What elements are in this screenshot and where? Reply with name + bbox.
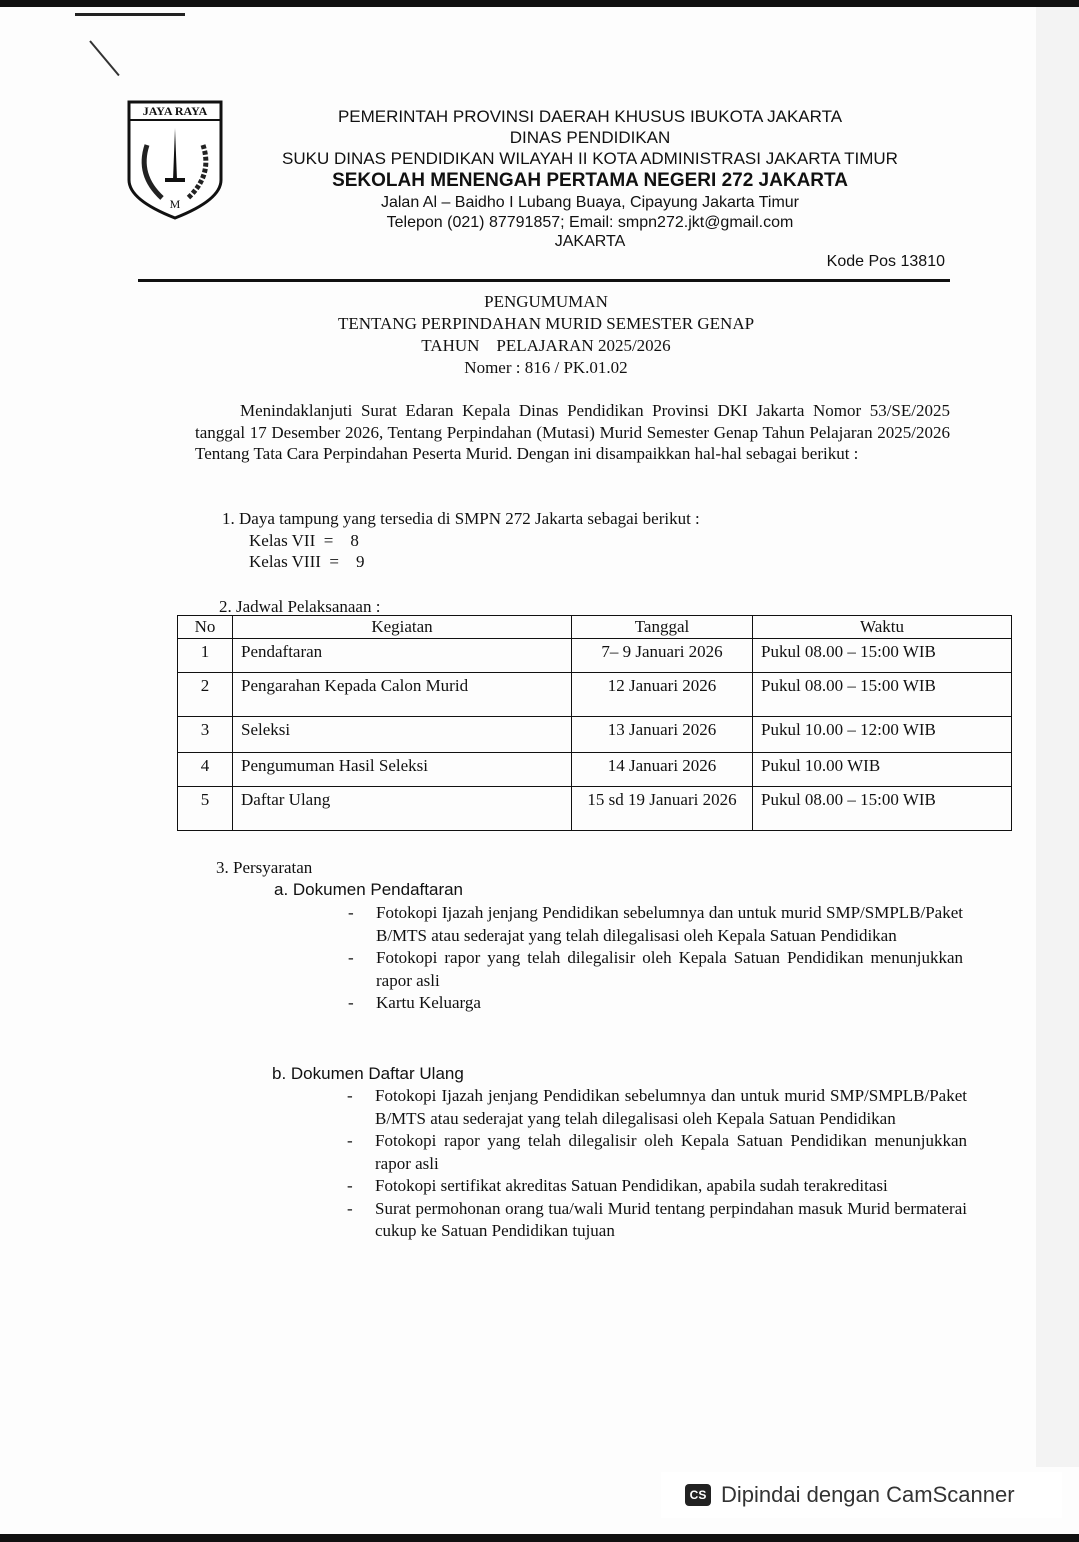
scan-border-top: [0, 0, 1079, 7]
item-text: Surat permohonan orang tua/wali Murid tentang perpindahan masuk Murid bermaterai cukup ke Satuan Pendidikan tujuan: [375, 1198, 967, 1240]
list-item: - Fotokopi rapor yang telah dilegalisir oleh Kepala Satuan Pendidikan menunjukkan rapor asli: [347, 1131, 967, 1173]
item-text: Fotokopi Ijazah jenjang Pendidikan sebelumnya dan untuk murid SMP/SMPLB/Paket B/MTS atau sederajat yang telah dilegalisasi oleh Kepala Satuan Pendidikan: [375, 1086, 967, 1128]
table-row: [178, 673, 1012, 717]
col-header: Kegiatan: [233, 616, 572, 639]
intro-paragraph: Menindaklanjuti Surat Edaran Kepala Dinas Pendidikan Provinsi DKI Jakarta Nomor 53/SE/2025 tanggal 17 Desember 2026, Tentang Perpindahan (Mutasi) Murid Semester Genap Tahun Pelajaran 2025/2026 Tentang Tata Cara Perpindahan Peserta Murid. Dengan ini disampaikkan hal-hal sebagai berikut :: [195, 401, 950, 463]
cell-activity: Daftar Ulang: [233, 787, 572, 831]
scan-edge: [1036, 7, 1079, 1467]
list-item: - Surat permohonan orang tua/wali Murid tentang perpindahan masuk Murid bermaterai cukup ke Satuan Pendidikan tujuan: [347, 1198, 967, 1240]
table-row: [178, 639, 1012, 673]
cell-date: 14 Januari 2026: [572, 753, 753, 787]
letterhead-divider: [138, 279, 950, 282]
capacity-row: Kelas VIII = 9: [249, 552, 365, 571]
item-text: Kartu Keluarga: [376, 993, 481, 1012]
list-item: - Kartu Keluarga: [348, 993, 481, 1012]
doc-number: Nomer : 816 / PK.01.02: [464, 358, 628, 377]
section-requirements-heading: 3. Persyaratan: [216, 858, 313, 877]
cell-time: Pukul 08.00 – 15:00 WIB: [753, 787, 1012, 831]
item-text: Fotokopi Ijazah jenjang Pendidikan sebelumnya dan untuk murid SMP/SMPLB/Paket B/MTS atau sederajat yang telah dilegalisasi oleh Kepala Satuan Pendidikan: [376, 903, 963, 945]
capacity-row: Kelas VII = 8: [249, 531, 359, 550]
requirements-a-heading: a. Dokumen Pendaftaran: [274, 880, 464, 899]
list-item: - Fotokopi Ijazah jenjang Pendidikan sebelumnya dan untuk murid SMP/SMPLB/Paket B/MTS atau sederajat yang telah dilegalisasi oleh Kepala Satuan Pendidikan: [348, 903, 963, 945]
cell-no: 2: [178, 673, 233, 717]
table-row: [178, 787, 1012, 831]
list-item: - Fotokopi rapor yang telah dilegalisir oleh Kepala Satuan Pendidikan menunjukkan rapor asli: [348, 948, 963, 990]
scan-artifact-mark: [89, 40, 119, 76]
camscanner-icon: CS: [685, 1484, 711, 1506]
letterhead-address: Jalan Al – Baidho I Lubang Buaya, Cipayung Jakarta Timur: [380, 194, 800, 211]
letterhead-subagency: SUKU DINAS PENDIDIKAN WILAYAH II KOTA ADMINISTRASI JAKARTA TIMUR: [282, 149, 898, 168]
item-text: Fotokopi sertifikat akreditas Satuan Pendidikan, apabila sudah terakreditasi: [375, 1176, 888, 1195]
jakarta-emblem-logo: [127, 100, 223, 220]
cell-date: 12 Januari 2026: [572, 673, 753, 717]
svg-text:M: M: [169, 197, 181, 211]
item-text: Fotokopi rapor yang telah dilegalisir oleh Kepala Satuan Pendidikan menunjukkan rapor asli: [375, 1131, 967, 1173]
section-schedule-heading: 2. Jadwal Pelaksanaan :: [219, 597, 381, 616]
camscanner-watermark: [661, 1472, 1062, 1518]
cell-time: Pukul 08.00 – 15:00 WIB: [753, 673, 1012, 717]
cell-no: 5: [178, 787, 233, 831]
schedule-table: [177, 615, 1012, 831]
table-row: [178, 753, 1012, 787]
doc-year: TAHUN PELAJARAN 2025/2026: [421, 336, 671, 355]
cell-no: 1: [178, 639, 233, 673]
doc-title: PENGUMUMAN: [484, 292, 608, 311]
col-header: Waktu: [753, 616, 1012, 639]
cell-date: 7– 9 Januari 2026: [572, 639, 753, 673]
table-header-row: [178, 616, 1012, 639]
letterhead-province: PEMERINTAH PROVINSI DAERAH KHUSUS IBUKOTA JAKARTA: [337, 107, 843, 126]
letterhead-city: JAKARTA: [554, 233, 626, 250]
requirements-b-list: [347, 1085, 967, 1243]
letterhead-postcode: Kode Pos 13810: [826, 253, 945, 270]
cell-activity: Seleksi: [233, 717, 572, 753]
doc-subtitle: TENTANG PERPINDAHAN MURID SEMESTER GENAP: [337, 314, 755, 333]
letterhead-agency: DINAS PENDIDIKAN: [509, 128, 671, 147]
section-capacity-heading: 1. Daya tampung yang tersedia di SMPN 272 Jakarta sebagai berikut :: [222, 509, 700, 528]
cell-date: 15 sd 19 Januari 2026: [572, 787, 753, 831]
scan-border-bottom: [0, 1534, 1079, 1542]
camscanner-label: Dipindai dengan CamScanner: [721, 1482, 1015, 1507]
col-header: No: [178, 616, 233, 639]
table-row: [178, 717, 1012, 753]
cell-activity: Pendaftaran: [233, 639, 572, 673]
letterhead-school: SEKOLAH MENENGAH PERTAMA NEGERI 272 JAKARTA: [332, 170, 848, 191]
item-text: Fotokopi rapor yang telah dilegalisir oleh Kepala Satuan Pendidikan menunjukkan rapor asli: [376, 948, 963, 990]
list-item: - Fotokopi Ijazah jenjang Pendidikan sebelumnya dan untuk murid SMP/SMPLB/Paket B/MTS atau sederajat yang telah dilegalisasi oleh Kepala Satuan Pendidikan: [347, 1086, 967, 1128]
scan-artifact-line: [75, 13, 185, 16]
cell-time: Pukul 10.00 WIB: [753, 753, 1012, 787]
cell-no: 4: [178, 753, 233, 787]
requirements-a-list: [348, 902, 963, 1015]
col-header: Tanggal: [572, 616, 753, 639]
requirements-b-heading: b. Dokumen Daftar Ulang: [272, 1064, 464, 1083]
cell-date: 13 Januari 2026: [572, 717, 753, 753]
list-item: - Fotokopi sertifikat akreditas Satuan Pendidikan, apabila sudah terakreditasi: [347, 1176, 888, 1195]
letterhead-contact: Telepon (021) 87791857; Email: smpn272.jkt@gmail.com: [386, 214, 794, 231]
cell-time: Pukul 08.00 – 15:00 WIB: [753, 639, 1012, 673]
cell-time: Pukul 10.00 – 12:00 WIB: [753, 717, 1012, 753]
cell-no: 3: [178, 717, 233, 753]
cell-activity: Pengumuman Hasil Seleksi: [233, 753, 572, 787]
cell-activity: Pengarahan Kepada Calon Murid: [233, 673, 572, 717]
svg-text:JAYA RAYA: JAYA RAYA: [142, 104, 208, 118]
